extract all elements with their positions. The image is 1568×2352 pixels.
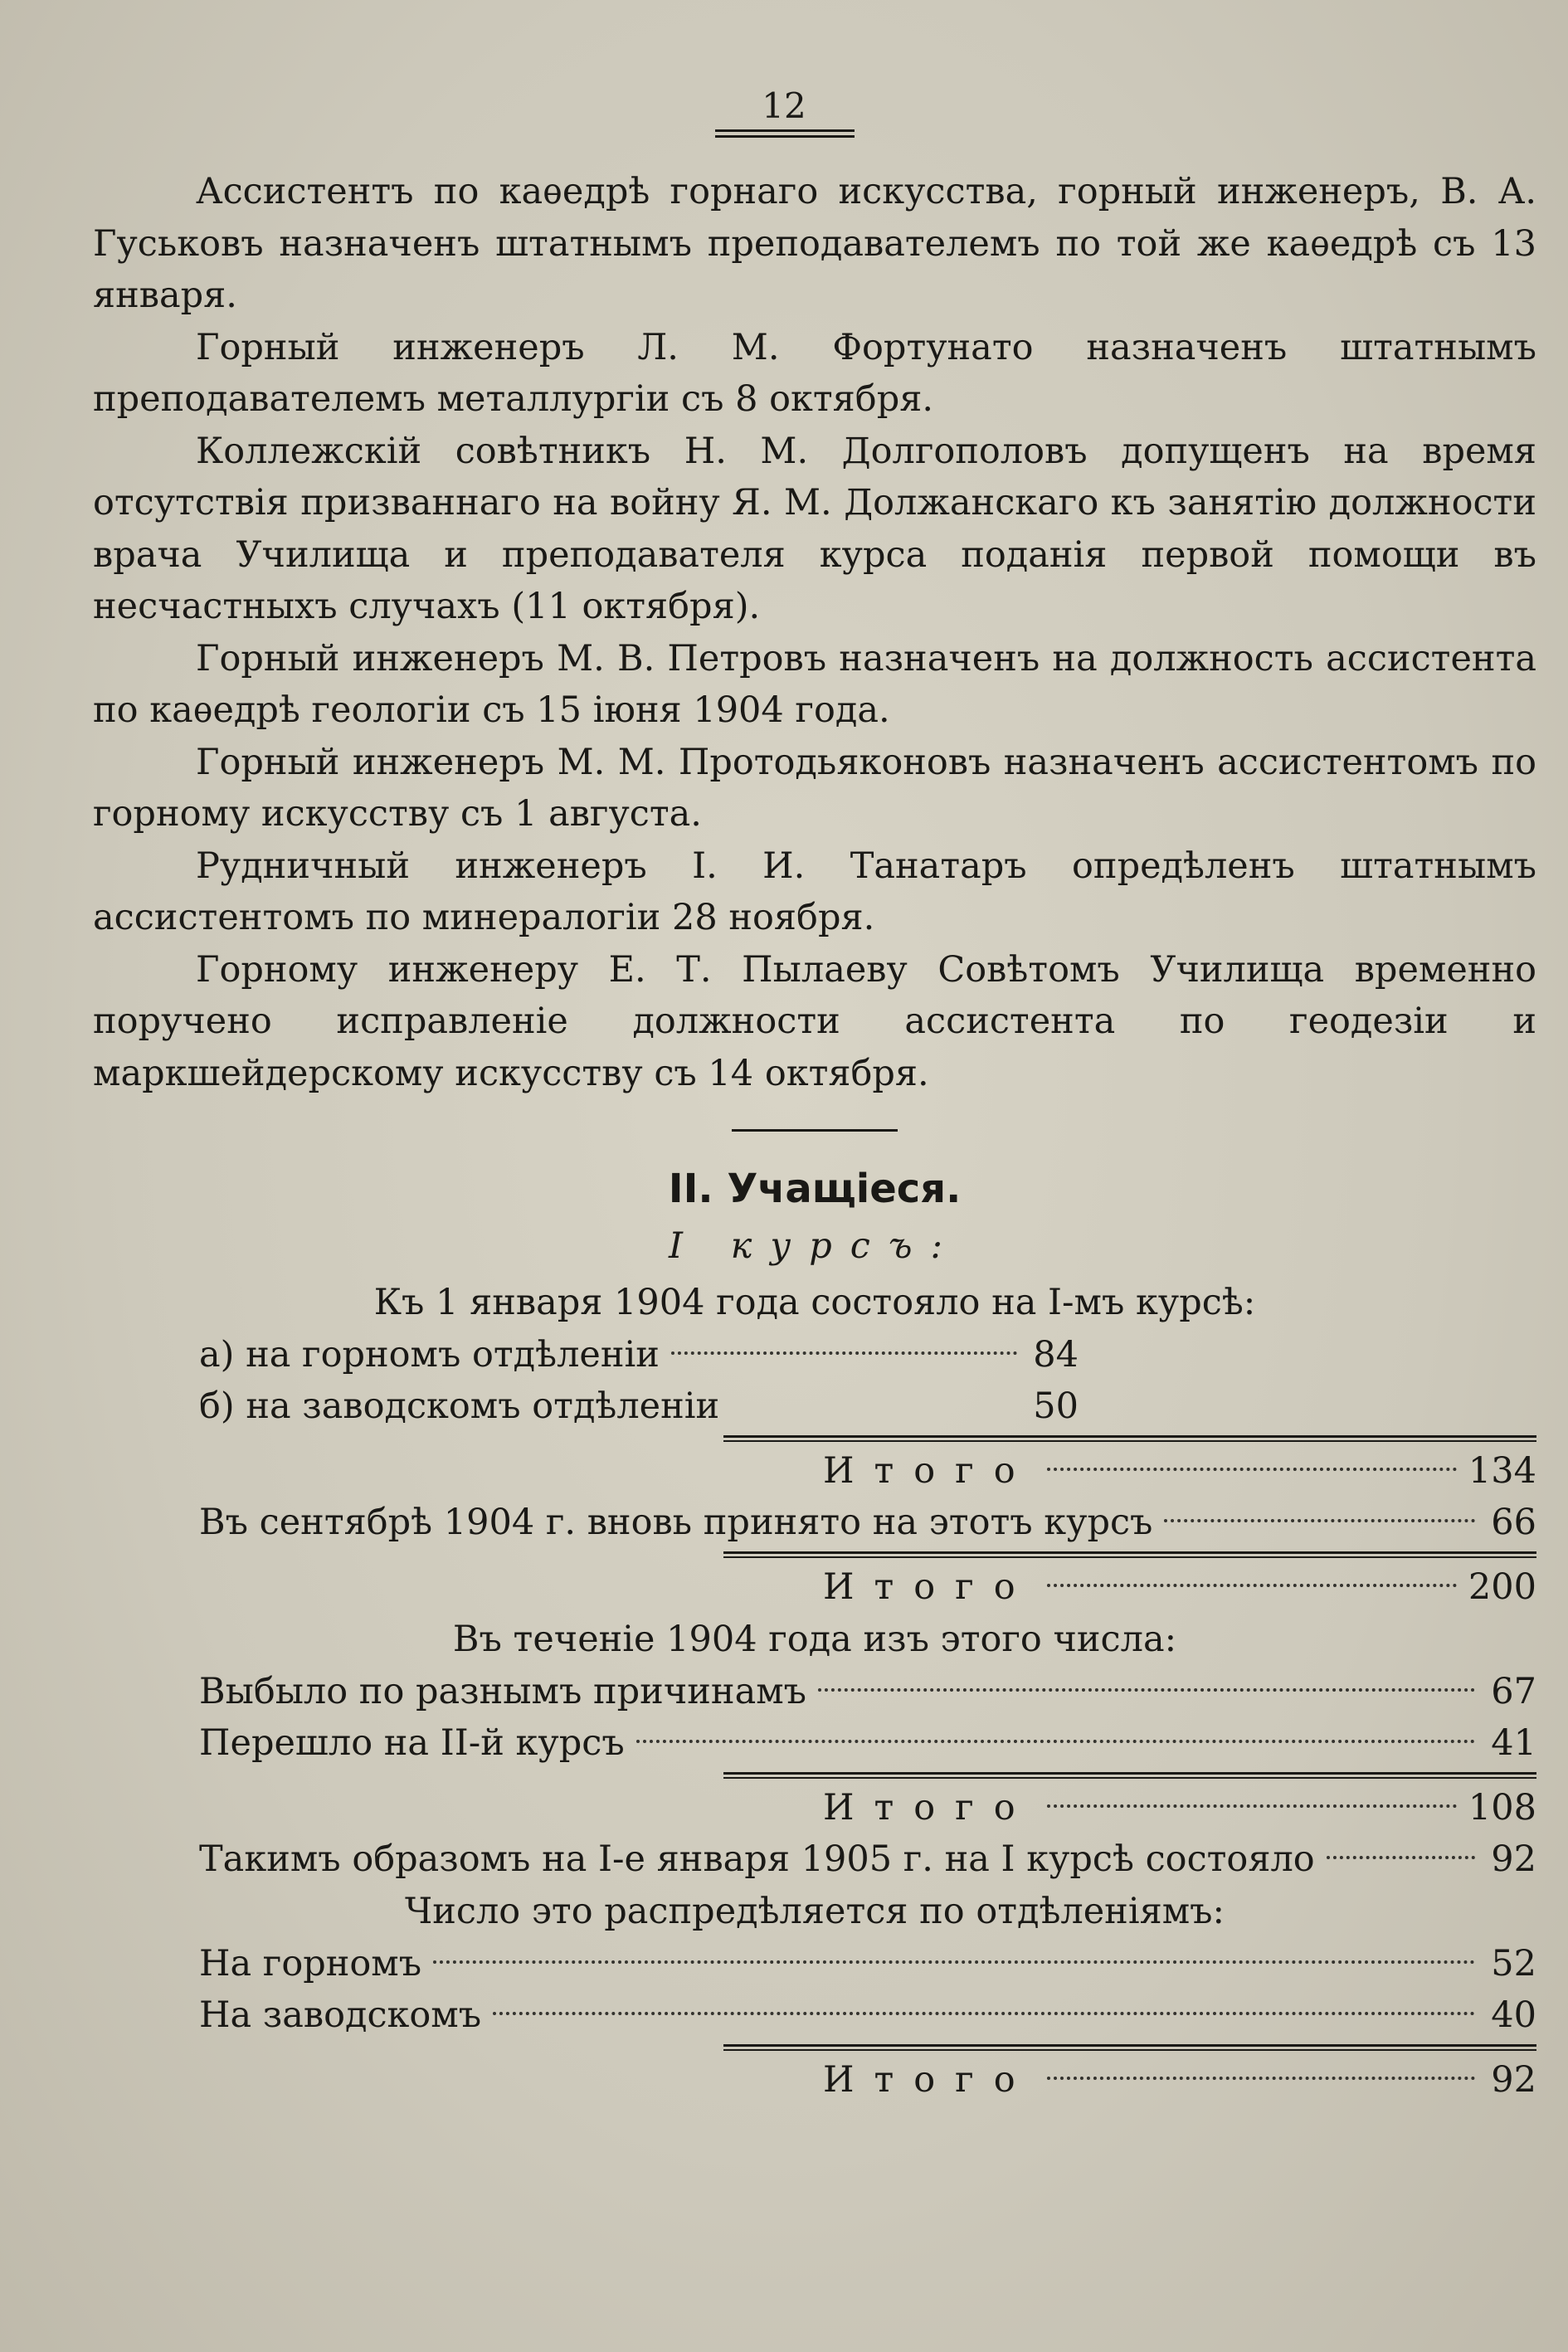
block-heading: Число это распредѣляется по отдѣленіямъ: [404,1891,1225,1932]
page-number: 12 [762,85,806,126]
stat-row [93,1938,1536,1989]
stat-value: 84 [1033,1334,1079,1376]
stat-value: 92 [1491,1838,1536,1880]
stat-row [93,1833,1536,1885]
stat-value: 40 [1491,1994,1536,2036]
stat-label: Перешло на ІІ-й курсъ [199,1722,625,1764]
page-content [93,166,1536,2106]
leader-dots [1047,1584,1457,1587]
stat-value: 50 [1033,1385,1079,1427]
stat-row [93,1989,1536,2041]
stat-label: а) на горномъ отдѣленіи [199,1334,660,1376]
stat-value: 67 [1491,1671,1536,1712]
leader-dots [636,1740,1475,1743]
paragraph: Ассистентъ по каѳедрѣ горнаго искусства, горный инженеръ, В. А. Гуськовъ назначенъ штатнымъ преподавателемъ по той же каѳедрѣ съ 13 января. [93,171,1536,316]
leader-dots [818,1688,1475,1692]
paragraph: Горный инженеръ М. М. Протодьяконовъ назначенъ ассистентомъ по горному искусству съ 1 августа. [93,741,1536,835]
total-row [93,1445,1536,1497]
leader-dots [433,1960,1475,1964]
stat-label: Такимъ образомъ на І-е января 1905 г. на І курсѣ состояло [199,1838,1315,1880]
stat-row [93,1666,1536,1717]
page-number-rule [715,135,855,138]
sum-rule [723,2044,1536,2051]
total-row [93,1561,1536,1613]
leader-dots [1047,1468,1457,1471]
leader-dots [1047,1804,1457,1808]
stat-label: На горномъ [199,1943,422,1984]
sum-rule [723,1551,1536,1558]
stat-row [93,1497,1536,1548]
total-value: 200 [1468,1566,1536,1608]
block-heading: Къ 1 января 1904 года состояло на І-мъ курсѣ: [373,1282,1256,1323]
sum-rule [723,1772,1536,1779]
stat-label: Въ сентябрѣ 1904 г. вновь принято на этотъ курсъ [199,1502,1153,1543]
leader-dots [1047,2077,1475,2080]
total-label: Итого [823,1566,1035,1608]
stat-value: 52 [1491,1943,1536,1984]
total-value: 92 [1491,2059,1536,2101]
section-divider [732,1129,898,1132]
total-value: 134 [1468,1450,1536,1492]
stat-row [93,1329,1079,1381]
paragraph: Рудничный инженеръ І. И. Танатаръ опредѣленъ штатнымъ ассистентомъ по минералогіи 28 ноября. [93,845,1536,938]
total-row [93,2054,1536,2106]
total-label: Итого [823,2059,1035,2101]
paragraph: Коллежскій совѣтникъ Н. М. Долгополовъ допущенъ на время отсутствія призваннаго на войну Я. М. Должанскаго къ занятію должности врача Училища и преподавателя курса поданія первой помощи въ несчастныхъ случахъ (11 октября). [93,430,1536,627]
total-label: Итого [823,1450,1035,1492]
course-label: I курсъ: [668,1225,962,1267]
stat-row [93,1717,1536,1769]
total-value: 108 [1468,1787,1536,1829]
sum-rule [723,1435,1536,1442]
stat-value: 66 [1491,1502,1536,1543]
stat-value: 41 [1491,1722,1536,1764]
leader-dots [1327,1856,1475,1859]
total-label: Итого [823,1787,1035,1829]
stat-label: На заводскомъ [199,1994,482,2036]
stat-row [93,1381,1079,1432]
total-row [93,1782,1536,1833]
paragraph: Горный инженеръ М. В. Петровъ назначенъ на должность ассистента по каѳедрѣ геологіи съ 15 іюня 1904 года. [93,637,1536,731]
page-number-rule [715,129,855,132]
paragraph: Горный инженеръ Л. М. Фортунато назначенъ штатнымъ преподавателемъ металлургіи съ 8 октября. [93,326,1536,420]
leader-dots [493,2012,1475,2015]
section-title: II. Учащіеся. [668,1166,962,1212]
stat-label: б) на заводскомъ отдѣленіи [199,1385,720,1427]
leader-dots [671,1351,1017,1355]
block-heading: Въ теченіе 1904 года изъ этого числа: [452,1619,1177,1660]
leader-dots [1164,1519,1475,1522]
paragraph: Горному инженеру Е. Т. Пылаеву Совѣтомъ Училища временно поручено исправленіе должности ассистента по геодезіи и маркшейдерскому искусству съ 14 октября. [93,948,1536,1094]
stat-label: Выбыло по разнымъ причинамъ [199,1671,807,1712]
